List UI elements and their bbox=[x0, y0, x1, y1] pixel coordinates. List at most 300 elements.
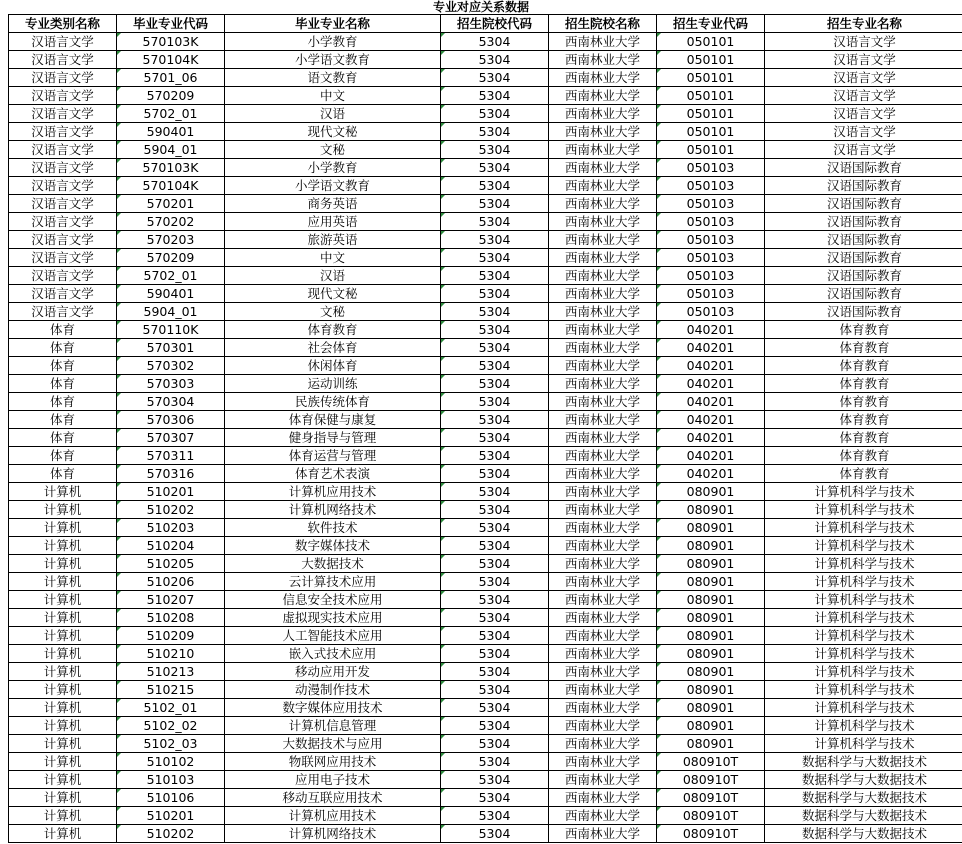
cell-grad-code[interactable]: 510205 bbox=[117, 555, 225, 573]
cell-school-code[interactable]: 5304 bbox=[441, 519, 549, 537]
cell-school-code[interactable]: 5304 bbox=[441, 141, 549, 159]
cell-grad-name[interactable]: 计算机应用技术 bbox=[225, 807, 441, 825]
cell-grad-code[interactable]: 5904_01 bbox=[117, 141, 225, 159]
cell-grad-code[interactable]: 570104K bbox=[117, 51, 225, 69]
cell-school-name[interactable]: 西南林业大学 bbox=[549, 51, 657, 69]
cell-grad-name[interactable]: 体育教育 bbox=[225, 321, 441, 339]
cell-school-name[interactable]: 西南林业大学 bbox=[549, 177, 657, 195]
cell-category[interactable]: 计算机 bbox=[9, 645, 117, 663]
cell-grad-code[interactable]: 510201 bbox=[117, 807, 225, 825]
cell-category[interactable]: 体育 bbox=[9, 321, 117, 339]
cell-school-name[interactable]: 西南林业大学 bbox=[549, 393, 657, 411]
cell-school-code[interactable]: 5304 bbox=[441, 411, 549, 429]
cell-category[interactable]: 计算机 bbox=[9, 717, 117, 735]
cell-grad-code[interactable]: 5102_01 bbox=[117, 699, 225, 717]
cell-grad-code[interactable]: 590401 bbox=[117, 285, 225, 303]
cell-enroll-code[interactable]: 080901 bbox=[657, 717, 765, 735]
cell-category[interactable]: 计算机 bbox=[9, 573, 117, 591]
cell-school-code[interactable]: 5304 bbox=[441, 33, 549, 51]
cell-enroll-name[interactable]: 汉语国际教育 bbox=[765, 231, 962, 249]
cell-school-name[interactable]: 西南林业大学 bbox=[549, 573, 657, 591]
cell-school-code[interactable]: 5304 bbox=[441, 249, 549, 267]
cell-school-code[interactable]: 5304 bbox=[441, 681, 549, 699]
cell-grad-name[interactable]: 汉语 bbox=[225, 105, 441, 123]
cell-school-name[interactable]: 西南林业大学 bbox=[549, 357, 657, 375]
cell-grad-name[interactable]: 小学语文教育 bbox=[225, 177, 441, 195]
cell-category[interactable]: 汉语言文学 bbox=[9, 267, 117, 285]
cell-grad-name[interactable]: 大数据技术 bbox=[225, 555, 441, 573]
cell-enroll-code[interactable]: 080901 bbox=[657, 519, 765, 537]
cell-enroll-code[interactable]: 080901 bbox=[657, 699, 765, 717]
cell-enroll-name[interactable]: 计算机科学与技术 bbox=[765, 627, 962, 645]
cell-grad-name[interactable]: 计算机网络技术 bbox=[225, 825, 441, 843]
cell-enroll-code[interactable]: 080910T bbox=[657, 825, 765, 843]
cell-category[interactable]: 汉语言文学 bbox=[9, 105, 117, 123]
cell-grad-code[interactable]: 590401 bbox=[117, 123, 225, 141]
cell-category[interactable]: 计算机 bbox=[9, 771, 117, 789]
cell-grad-name[interactable]: 小学教育 bbox=[225, 33, 441, 51]
cell-grad-code[interactable]: 570316 bbox=[117, 465, 225, 483]
cell-school-code[interactable]: 5304 bbox=[441, 357, 549, 375]
cell-grad-code[interactable]: 5102_03 bbox=[117, 735, 225, 753]
cell-enroll-code[interactable]: 040201 bbox=[657, 321, 765, 339]
cell-grad-name[interactable]: 计算机应用技术 bbox=[225, 483, 441, 501]
cell-enroll-code[interactable]: 050101 bbox=[657, 123, 765, 141]
cell-grad-name[interactable]: 体育保健与康复 bbox=[225, 411, 441, 429]
cell-school-code[interactable]: 5304 bbox=[441, 87, 549, 105]
cell-grad-code[interactable]: 570311 bbox=[117, 447, 225, 465]
cell-category[interactable]: 汉语言文学 bbox=[9, 249, 117, 267]
cell-enroll-name[interactable]: 计算机科学与技术 bbox=[765, 609, 962, 627]
cell-grad-code[interactable]: 570302 bbox=[117, 357, 225, 375]
cell-category[interactable]: 汉语言文学 bbox=[9, 213, 117, 231]
cell-enroll-code[interactable]: 080910T bbox=[657, 807, 765, 825]
cell-school-code[interactable]: 5304 bbox=[441, 699, 549, 717]
cell-enroll-name[interactable]: 数据科学与大数据技术 bbox=[765, 789, 962, 807]
cell-grad-code[interactable]: 510203 bbox=[117, 519, 225, 537]
cell-school-name[interactable]: 西南林业大学 bbox=[549, 33, 657, 51]
cell-grad-code[interactable]: 570202 bbox=[117, 213, 225, 231]
cell-school-name[interactable]: 西南林业大学 bbox=[549, 231, 657, 249]
cell-school-name[interactable]: 西南林业大学 bbox=[549, 339, 657, 357]
cell-grad-code[interactable]: 570103K bbox=[117, 33, 225, 51]
cell-school-code[interactable]: 5304 bbox=[441, 645, 549, 663]
cell-enroll-name[interactable]: 计算机科学与技术 bbox=[765, 573, 962, 591]
cell-grad-code[interactable]: 570104K bbox=[117, 177, 225, 195]
cell-grad-name[interactable]: 物联网应用技术 bbox=[225, 753, 441, 771]
cell-school-name[interactable]: 西南林业大学 bbox=[549, 267, 657, 285]
cell-enroll-code[interactable]: 050103 bbox=[657, 231, 765, 249]
cell-enroll-name[interactable]: 计算机科学与技术 bbox=[765, 681, 962, 699]
cell-category[interactable]: 汉语言文学 bbox=[9, 69, 117, 87]
cell-grad-name[interactable]: 中文 bbox=[225, 249, 441, 267]
cell-grad-code[interactable]: 510202 bbox=[117, 825, 225, 843]
cell-grad-code[interactable]: 510208 bbox=[117, 609, 225, 627]
cell-enroll-name[interactable]: 汉语国际教育 bbox=[765, 285, 962, 303]
cell-enroll-name[interactable]: 计算机科学与技术 bbox=[765, 537, 962, 555]
cell-school-code[interactable]: 5304 bbox=[441, 717, 549, 735]
cell-school-code[interactable]: 5304 bbox=[441, 393, 549, 411]
cell-enroll-code[interactable]: 050103 bbox=[657, 285, 765, 303]
cell-enroll-code[interactable]: 040201 bbox=[657, 375, 765, 393]
cell-enroll-name[interactable]: 数据科学与大数据技术 bbox=[765, 825, 962, 843]
cell-enroll-code[interactable]: 050103 bbox=[657, 177, 765, 195]
cell-school-code[interactable]: 5304 bbox=[441, 555, 549, 573]
cell-enroll-code[interactable]: 080901 bbox=[657, 483, 765, 501]
cell-grad-code[interactable]: 510209 bbox=[117, 627, 225, 645]
cell-grad-name[interactable]: 数字媒体技术 bbox=[225, 537, 441, 555]
cell-enroll-code[interactable]: 080901 bbox=[657, 681, 765, 699]
cell-grad-name[interactable]: 计算机网络技术 bbox=[225, 501, 441, 519]
cell-enroll-name[interactable]: 数据科学与大数据技术 bbox=[765, 807, 962, 825]
cell-category[interactable]: 计算机 bbox=[9, 483, 117, 501]
cell-enroll-code[interactable]: 080910T bbox=[657, 789, 765, 807]
cell-enroll-code[interactable]: 080901 bbox=[657, 537, 765, 555]
cell-enroll-name[interactable]: 体育教育 bbox=[765, 429, 962, 447]
cell-enroll-name[interactable]: 体育教育 bbox=[765, 321, 962, 339]
cell-school-name[interactable]: 西南林业大学 bbox=[549, 483, 657, 501]
cell-grad-name[interactable]: 数字媒体应用技术 bbox=[225, 699, 441, 717]
cell-school-code[interactable]: 5304 bbox=[441, 483, 549, 501]
cell-school-name[interactable]: 西南林业大学 bbox=[549, 447, 657, 465]
cell-grad-name[interactable]: 汉语 bbox=[225, 267, 441, 285]
cell-grad-name[interactable]: 嵌入式技术应用 bbox=[225, 645, 441, 663]
cell-grad-code[interactable]: 510102 bbox=[117, 753, 225, 771]
cell-enroll-code[interactable]: 080901 bbox=[657, 663, 765, 681]
cell-school-code[interactable]: 5304 bbox=[441, 429, 549, 447]
cell-school-name[interactable]: 西南林业大学 bbox=[549, 159, 657, 177]
cell-category[interactable]: 汉语言文学 bbox=[9, 231, 117, 249]
cell-grad-name[interactable]: 旅游英语 bbox=[225, 231, 441, 249]
cell-school-code[interactable]: 5304 bbox=[441, 285, 549, 303]
cell-grad-name[interactable]: 文秘 bbox=[225, 303, 441, 321]
cell-school-name[interactable]: 西南林业大学 bbox=[549, 249, 657, 267]
cell-grad-code[interactable]: 570110K bbox=[117, 321, 225, 339]
cell-school-name[interactable]: 西南林业大学 bbox=[549, 303, 657, 321]
cell-school-code[interactable]: 5304 bbox=[441, 123, 549, 141]
cell-grad-name[interactable]: 休闲体育 bbox=[225, 357, 441, 375]
cell-enroll-name[interactable]: 计算机科学与技术 bbox=[765, 483, 962, 501]
cell-category[interactable]: 汉语言文学 bbox=[9, 303, 117, 321]
cell-school-name[interactable]: 西南林业大学 bbox=[549, 501, 657, 519]
cell-enroll-code[interactable]: 080901 bbox=[657, 627, 765, 645]
cell-grad-name[interactable]: 体育运营与管理 bbox=[225, 447, 441, 465]
cell-category[interactable]: 计算机 bbox=[9, 753, 117, 771]
cell-school-name[interactable]: 西南林业大学 bbox=[549, 609, 657, 627]
cell-enroll-code[interactable]: 080901 bbox=[657, 591, 765, 609]
cell-category[interactable]: 计算机 bbox=[9, 591, 117, 609]
cell-enroll-name[interactable]: 计算机科学与技术 bbox=[765, 645, 962, 663]
cell-school-code[interactable]: 5304 bbox=[441, 447, 549, 465]
cell-grad-code[interactable]: 510103 bbox=[117, 771, 225, 789]
cell-enroll-name[interactable]: 计算机科学与技术 bbox=[765, 663, 962, 681]
cell-school-code[interactable]: 5304 bbox=[441, 627, 549, 645]
cell-grad-name[interactable]: 文秘 bbox=[225, 141, 441, 159]
cell-enroll-name[interactable]: 体育教育 bbox=[765, 357, 962, 375]
cell-enroll-name[interactable]: 汉语言文学 bbox=[765, 69, 962, 87]
cell-category[interactable]: 体育 bbox=[9, 339, 117, 357]
cell-grad-code[interactable]: 510106 bbox=[117, 789, 225, 807]
cell-enroll-code[interactable]: 050103 bbox=[657, 159, 765, 177]
cell-enroll-code[interactable]: 040201 bbox=[657, 429, 765, 447]
cell-category[interactable]: 体育 bbox=[9, 429, 117, 447]
cell-enroll-code[interactable]: 050103 bbox=[657, 195, 765, 213]
cell-school-name[interactable]: 西南林业大学 bbox=[549, 429, 657, 447]
cell-school-name[interactable]: 西南林业大学 bbox=[549, 105, 657, 123]
cell-enroll-code[interactable]: 050101 bbox=[657, 105, 765, 123]
cell-grad-name[interactable]: 语文教育 bbox=[225, 69, 441, 87]
cell-school-name[interactable]: 西南林业大学 bbox=[549, 735, 657, 753]
cell-school-name[interactable]: 西南林业大学 bbox=[549, 825, 657, 843]
cell-school-name[interactable]: 西南林业大学 bbox=[549, 753, 657, 771]
cell-category[interactable]: 汉语言文学 bbox=[9, 195, 117, 213]
header-cell-grad-code[interactable]: 毕业专业代码 bbox=[117, 15, 225, 33]
cell-category[interactable]: 汉语言文学 bbox=[9, 33, 117, 51]
cell-school-name[interactable]: 西南林业大学 bbox=[549, 123, 657, 141]
cell-enroll-name[interactable]: 汉语言文学 bbox=[765, 141, 962, 159]
cell-category[interactable]: 体育 bbox=[9, 411, 117, 429]
header-cell-enroll-name[interactable]: 招生专业名称 bbox=[765, 15, 962, 33]
cell-enroll-code[interactable]: 050101 bbox=[657, 141, 765, 159]
cell-enroll-name[interactable]: 计算机科学与技术 bbox=[765, 735, 962, 753]
cell-grad-name[interactable]: 虚拟现实技术应用 bbox=[225, 609, 441, 627]
cell-grad-code[interactable]: 570304 bbox=[117, 393, 225, 411]
cell-grad-name[interactable]: 小学教育 bbox=[225, 159, 441, 177]
cell-school-name[interactable]: 西南林业大学 bbox=[549, 411, 657, 429]
cell-school-name[interactable]: 西南林业大学 bbox=[549, 195, 657, 213]
cell-category[interactable]: 体育 bbox=[9, 447, 117, 465]
cell-enroll-name[interactable]: 汉语国际教育 bbox=[765, 303, 962, 321]
cell-enroll-name[interactable]: 计算机科学与技术 bbox=[765, 501, 962, 519]
cell-enroll-code[interactable]: 050103 bbox=[657, 267, 765, 285]
cell-grad-name[interactable]: 移动互联应用技术 bbox=[225, 789, 441, 807]
cell-school-code[interactable]: 5304 bbox=[441, 195, 549, 213]
cell-enroll-name[interactable]: 汉语言文学 bbox=[765, 51, 962, 69]
cell-school-code[interactable]: 5304 bbox=[441, 303, 549, 321]
cell-grad-name[interactable]: 运动训练 bbox=[225, 375, 441, 393]
cell-grad-code[interactable]: 5701_06 bbox=[117, 69, 225, 87]
cell-school-code[interactable]: 5304 bbox=[441, 609, 549, 627]
cell-enroll-name[interactable]: 汉语国际教育 bbox=[765, 159, 962, 177]
cell-category[interactable]: 计算机 bbox=[9, 609, 117, 627]
cell-school-code[interactable]: 5304 bbox=[441, 807, 549, 825]
cell-enroll-code[interactable]: 050101 bbox=[657, 69, 765, 87]
header-cell-grad-name[interactable]: 毕业专业名称 bbox=[225, 15, 441, 33]
cell-school-code[interactable]: 5304 bbox=[441, 465, 549, 483]
cell-enroll-name[interactable]: 体育教育 bbox=[765, 339, 962, 357]
cell-grad-name[interactable]: 大数据技术与应用 bbox=[225, 735, 441, 753]
cell-category[interactable]: 计算机 bbox=[9, 537, 117, 555]
cell-enroll-code[interactable]: 040201 bbox=[657, 411, 765, 429]
cell-grad-name[interactable]: 现代文秘 bbox=[225, 285, 441, 303]
cell-grad-code[interactable]: 570301 bbox=[117, 339, 225, 357]
cell-grad-name[interactable]: 软件技术 bbox=[225, 519, 441, 537]
cell-category[interactable]: 体育 bbox=[9, 465, 117, 483]
cell-enroll-code[interactable]: 080901 bbox=[657, 735, 765, 753]
cell-school-code[interactable]: 5304 bbox=[441, 501, 549, 519]
cell-category[interactable]: 汉语言文学 bbox=[9, 51, 117, 69]
cell-school-name[interactable]: 西南林业大学 bbox=[549, 537, 657, 555]
cell-school-name[interactable]: 西南林业大学 bbox=[549, 87, 657, 105]
cell-enroll-code[interactable]: 080901 bbox=[657, 645, 765, 663]
cell-grad-code[interactable]: 510215 bbox=[117, 681, 225, 699]
cell-grad-name[interactable]: 中文 bbox=[225, 87, 441, 105]
cell-enroll-code[interactable]: 040201 bbox=[657, 393, 765, 411]
cell-enroll-code[interactable]: 040201 bbox=[657, 357, 765, 375]
cell-enroll-name[interactable]: 计算机科学与技术 bbox=[765, 555, 962, 573]
cell-school-name[interactable]: 西南林业大学 bbox=[549, 789, 657, 807]
cell-grad-name[interactable]: 人工智能技术应用 bbox=[225, 627, 441, 645]
cell-school-code[interactable]: 5304 bbox=[441, 591, 549, 609]
cell-category[interactable]: 汉语言文学 bbox=[9, 177, 117, 195]
cell-category[interactable]: 计算机 bbox=[9, 555, 117, 573]
cell-school-name[interactable]: 西南林业大学 bbox=[549, 555, 657, 573]
cell-enroll-code[interactable]: 040201 bbox=[657, 447, 765, 465]
cell-school-name[interactable]: 西南林业大学 bbox=[549, 69, 657, 87]
cell-enroll-name[interactable]: 计算机科学与技术 bbox=[765, 717, 962, 735]
cell-school-code[interactable]: 5304 bbox=[441, 159, 549, 177]
cell-grad-name[interactable]: 移动应用开发 bbox=[225, 663, 441, 681]
cell-enroll-name[interactable]: 汉语言文学 bbox=[765, 33, 962, 51]
cell-enroll-code[interactable]: 080901 bbox=[657, 555, 765, 573]
cell-school-code[interactable]: 5304 bbox=[441, 789, 549, 807]
cell-school-name[interactable]: 西南林业大学 bbox=[549, 717, 657, 735]
cell-grad-name[interactable]: 小学语文教育 bbox=[225, 51, 441, 69]
cell-grad-name[interactable]: 应用电子技术 bbox=[225, 771, 441, 789]
cell-school-code[interactable]: 5304 bbox=[441, 753, 549, 771]
cell-school-code[interactable]: 5304 bbox=[441, 51, 549, 69]
cell-enroll-code[interactable]: 080910T bbox=[657, 771, 765, 789]
cell-grad-code[interactable]: 510202 bbox=[117, 501, 225, 519]
cell-school-name[interactable]: 西南林业大学 bbox=[549, 591, 657, 609]
cell-category[interactable]: 体育 bbox=[9, 393, 117, 411]
cell-enroll-name[interactable]: 汉语国际教育 bbox=[765, 213, 962, 231]
cell-enroll-name[interactable]: 数据科学与大数据技术 bbox=[765, 771, 962, 789]
cell-school-code[interactable]: 5304 bbox=[441, 663, 549, 681]
cell-grad-name[interactable]: 信息安全技术应用 bbox=[225, 591, 441, 609]
cell-grad-code[interactable]: 5702_01 bbox=[117, 105, 225, 123]
cell-school-code[interactable]: 5304 bbox=[441, 735, 549, 753]
cell-grad-code[interactable]: 510207 bbox=[117, 591, 225, 609]
cell-school-code[interactable]: 5304 bbox=[441, 69, 549, 87]
cell-enroll-name[interactable]: 汉语国际教育 bbox=[765, 249, 962, 267]
cell-school-name[interactable]: 西南林业大学 bbox=[549, 771, 657, 789]
cell-category[interactable]: 计算机 bbox=[9, 519, 117, 537]
cell-school-name[interactable]: 西南林业大学 bbox=[549, 807, 657, 825]
cell-enroll-name[interactable]: 汉语言文学 bbox=[765, 123, 962, 141]
cell-enroll-name[interactable]: 汉语言文学 bbox=[765, 105, 962, 123]
cell-category[interactable]: 汉语言文学 bbox=[9, 123, 117, 141]
cell-enroll-name[interactable]: 计算机科学与技术 bbox=[765, 699, 962, 717]
cell-grad-code[interactable]: 5904_01 bbox=[117, 303, 225, 321]
cell-school-name[interactable]: 西南林业大学 bbox=[549, 141, 657, 159]
cell-category[interactable]: 汉语言文学 bbox=[9, 285, 117, 303]
cell-grad-code[interactable]: 570201 bbox=[117, 195, 225, 213]
cell-school-code[interactable]: 5304 bbox=[441, 321, 549, 339]
cell-grad-code[interactable]: 570209 bbox=[117, 87, 225, 105]
cell-grad-code[interactable]: 510201 bbox=[117, 483, 225, 501]
cell-grad-code[interactable]: 510213 bbox=[117, 663, 225, 681]
cell-school-code[interactable]: 5304 bbox=[441, 339, 549, 357]
cell-school-code[interactable]: 5304 bbox=[441, 267, 549, 285]
cell-school-name[interactable]: 西南林业大学 bbox=[549, 285, 657, 303]
cell-school-name[interactable]: 西南林业大学 bbox=[549, 321, 657, 339]
cell-enroll-name[interactable]: 体育教育 bbox=[765, 411, 962, 429]
cell-grad-name[interactable]: 云计算技术应用 bbox=[225, 573, 441, 591]
cell-category[interactable]: 计算机 bbox=[9, 663, 117, 681]
cell-enroll-code[interactable]: 080910T bbox=[657, 753, 765, 771]
cell-school-code[interactable]: 5304 bbox=[441, 105, 549, 123]
cell-enroll-code[interactable]: 050101 bbox=[657, 33, 765, 51]
cell-school-code[interactable]: 5304 bbox=[441, 213, 549, 231]
cell-grad-name[interactable]: 体育艺术表演 bbox=[225, 465, 441, 483]
cell-grad-name[interactable]: 商务英语 bbox=[225, 195, 441, 213]
cell-grad-code[interactable]: 5702_01 bbox=[117, 267, 225, 285]
cell-category[interactable]: 汉语言文学 bbox=[9, 141, 117, 159]
cell-grad-name[interactable]: 社会体育 bbox=[225, 339, 441, 357]
cell-school-code[interactable]: 5304 bbox=[441, 771, 549, 789]
cell-grad-code[interactable]: 570306 bbox=[117, 411, 225, 429]
cell-grad-name[interactable]: 应用英语 bbox=[225, 213, 441, 231]
cell-enroll-code[interactable]: 050103 bbox=[657, 303, 765, 321]
cell-grad-code[interactable]: 510206 bbox=[117, 573, 225, 591]
cell-grad-name[interactable]: 现代文秘 bbox=[225, 123, 441, 141]
cell-category[interactable]: 汉语言文学 bbox=[9, 159, 117, 177]
cell-school-code[interactable]: 5304 bbox=[441, 537, 549, 555]
cell-enroll-code[interactable]: 050103 bbox=[657, 213, 765, 231]
cell-school-code[interactable]: 5304 bbox=[441, 375, 549, 393]
cell-category[interactable]: 计算机 bbox=[9, 681, 117, 699]
cell-school-name[interactable]: 西南林业大学 bbox=[549, 213, 657, 231]
cell-enroll-code[interactable]: 050103 bbox=[657, 249, 765, 267]
cell-enroll-code[interactable]: 040201 bbox=[657, 465, 765, 483]
cell-category[interactable]: 计算机 bbox=[9, 789, 117, 807]
cell-category[interactable]: 汉语言文学 bbox=[9, 87, 117, 105]
cell-school-name[interactable]: 西南林业大学 bbox=[549, 645, 657, 663]
cell-school-name[interactable]: 西南林业大学 bbox=[549, 681, 657, 699]
cell-enroll-name[interactable]: 体育教育 bbox=[765, 465, 962, 483]
cell-enroll-code[interactable]: 050101 bbox=[657, 87, 765, 105]
cell-school-code[interactable]: 5304 bbox=[441, 177, 549, 195]
cell-enroll-name[interactable]: 体育教育 bbox=[765, 393, 962, 411]
cell-enroll-name[interactable]: 计算机科学与技术 bbox=[765, 591, 962, 609]
cell-grad-code[interactable]: 570307 bbox=[117, 429, 225, 447]
cell-grad-code[interactable]: 5102_02 bbox=[117, 717, 225, 735]
header-cell-enroll-code[interactable]: 招生专业代码 bbox=[657, 15, 765, 33]
cell-school-code[interactable]: 5304 bbox=[441, 231, 549, 249]
header-cell-school-code[interactable]: 招生院校代码 bbox=[441, 15, 549, 33]
cell-category[interactable]: 计算机 bbox=[9, 735, 117, 753]
cell-enroll-name[interactable]: 汉语国际教育 bbox=[765, 267, 962, 285]
cell-school-name[interactable]: 西南林业大学 bbox=[549, 519, 657, 537]
cell-enroll-name[interactable]: 汉语国际教育 bbox=[765, 177, 962, 195]
cell-enroll-code[interactable]: 080901 bbox=[657, 501, 765, 519]
cell-school-name[interactable]: 西南林业大学 bbox=[549, 375, 657, 393]
cell-school-name[interactable]: 西南林业大学 bbox=[549, 465, 657, 483]
cell-enroll-code[interactable]: 080901 bbox=[657, 609, 765, 627]
cell-school-name[interactable]: 西南林业大学 bbox=[549, 699, 657, 717]
cell-category[interactable]: 体育 bbox=[9, 357, 117, 375]
cell-school-code[interactable]: 5304 bbox=[441, 825, 549, 843]
cell-enroll-name[interactable]: 体育教育 bbox=[765, 375, 962, 393]
cell-category[interactable]: 计算机 bbox=[9, 699, 117, 717]
cell-category[interactable]: 计算机 bbox=[9, 627, 117, 645]
header-cell-school-name[interactable]: 招生院校名称 bbox=[549, 15, 657, 33]
cell-category[interactable]: 计算机 bbox=[9, 807, 117, 825]
cell-grad-code[interactable]: 570209 bbox=[117, 249, 225, 267]
header-cell-category[interactable]: 专业类别名称 bbox=[9, 15, 117, 33]
cell-category[interactable]: 体育 bbox=[9, 375, 117, 393]
